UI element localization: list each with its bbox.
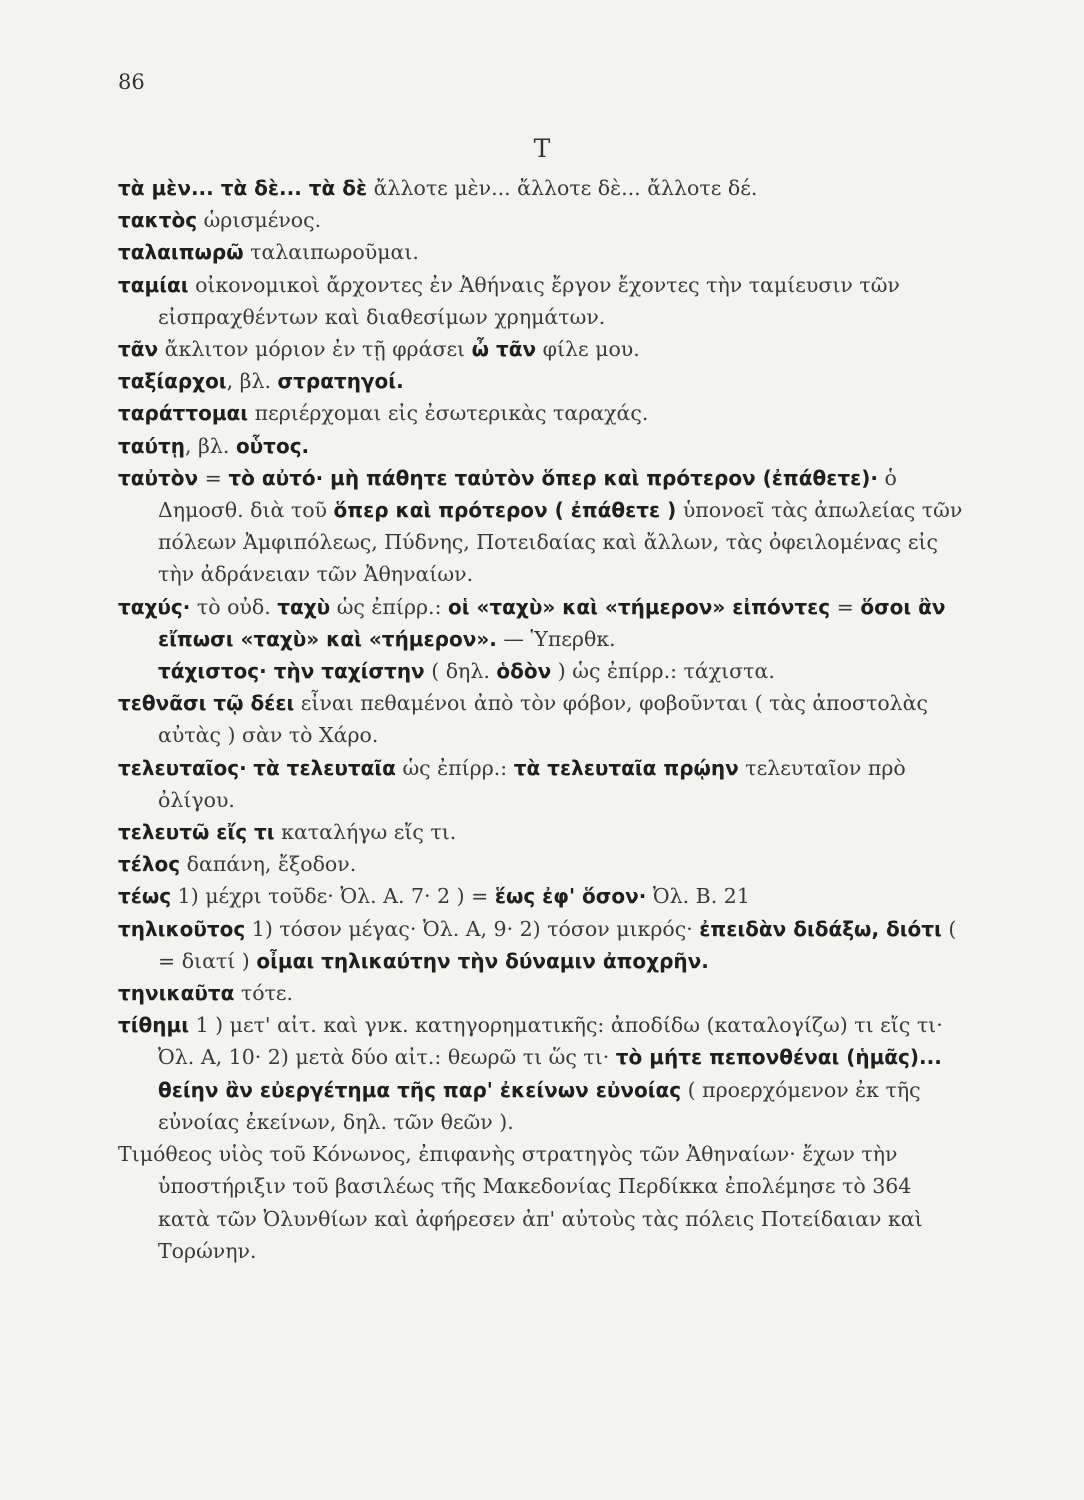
headword: τεθνᾶσι τῷ δέει [118,691,295,716]
glossary-entry-telikoutos [118,913,968,977]
headword: τελευταῖος· [118,755,247,780]
glossary-entry-tinikauta [118,977,968,1009]
definition-text: ( = διατί ) [158,916,957,973]
glossary-entry-tachistos [158,655,968,687]
definition-text: ταλαιπωροῦμαι. [243,240,419,265]
bold-phrase: τὸ αὐτό· μὴ πάθητε ταὐτὸν ὅπερ καὶ πρότερον (ἐπάθετε)· [228,465,878,490]
bold-phrase: οἱ «ταχὺ» καὶ «τήμερον» εἰπόντες [448,594,831,619]
bold-phrase: ἕως ἐφ' ὅσον· [494,884,647,909]
glossary-entry-tamiai [118,269,968,333]
definition-text: ὑπονοεῖ τὰς ἀπωλείας τῶν πόλεων Ἀμφιπόλεως, Πύδνης, Ποτειδαίας καὶ ἄλλων, τὰς ὀφειλομένας εἰς τὴν ἀδράνειαν τῶν Ἀθηναίων. [158,498,963,587]
headword: ταμίαι [118,272,189,297]
headword: τέλος [118,852,181,877]
definition-text: ) ὡς ἐπίρρ.: τάχιστα. [551,659,775,684]
headword: τίθημι [118,1013,190,1038]
definition-text: φίλε μου. [536,337,640,362]
definition-text: Ὀλ. Β. 21 [646,884,750,909]
definition-text: ἄλλοτε μὲν... ἄλλοτε δὲ... ἄλλοτε δέ. [367,176,758,200]
headword: τᾶν [118,337,159,362]
definition-text: ( προερχόμενον ἐκ τῆς εὐνοίας ἐκείνων, δηλ. τῶν θεῶν ). [158,1077,921,1134]
glossary-entry-tachys [118,591,968,655]
glossary-entries [118,172,968,1267]
headword: ταράττομαι [118,401,249,426]
bold-phrase: στρατηγοί. [277,369,404,394]
definition-text: ὡρισμένος. [197,208,322,233]
headword: τάχιστος· τὴν ταχίστην [158,659,425,684]
bold-phrase: τὰ τελευταῖα πρῴην [513,755,739,780]
definition-text: ὁ Δημοσθ. διὰ τοῦ [158,465,897,523]
glossary-entry-telos [118,848,968,880]
glossary-entry-tithimi [118,1009,968,1138]
definition-text: — Ὑπερθκ. [496,626,616,651]
definition-text: τότε. [234,981,294,1006]
definition-text: = [830,594,861,619]
bold-phrase: ὁδὸν [496,659,552,684]
glossary-entry-teleuto [118,816,968,848]
bold-phrase: οἶμαι τηλικαύτην τὴν δύναμιν ἀποχρῆν. [256,948,709,973]
definition-text: καταλήγω εἴς τι. [274,820,457,845]
definition-text: Τιμόθεος υἱὸς τοῦ Κόνωνος, ἐπιφανὴς στρατηγὸς τῶν Ἀθηναίων· ἔχων τὴν ὑποστήριξιν τοῦ βασιλέως τῆς Μακεδονίας Περδίκκα ἐπολέμησε τὸ 364 κατὰ τῶν Ὀλυνθίων καὶ ἀφήρεσεν ἀπ' αὐτοὺς τὰς πόλεις Ποτείδαιαν καὶ Τορώνην. [118,1142,923,1263]
page-number: 86 [118,70,145,94]
bold-phrase: ὦ τᾶν [471,337,537,362]
bold-phrase: τὰ τελευταῖα [253,755,396,780]
definition-text: εἶναι πεθαμένοι ἀπὸ τὸν φόβον, φοβοῦνται ( τὰς ἀποστολὰς αὐτὰς ) σὰν τὸ Χάρο. [158,691,928,748]
definition-text: δαπάνη, ἔξοδον. [180,852,357,877]
section-letter: Τ [533,134,551,163]
headword: τηλικοῦτος [118,916,246,941]
glossary-entry-teleutaios [118,752,968,816]
glossary-entry-tarattomai [118,397,968,429]
glossary-entry-ta-men [118,172,968,204]
definition-text: τὸ οὐδ. [190,594,278,619]
definition-text: οἰκονομικοὶ ἄρχοντες ἐν Ἀθήναις ἔργον ἔχοντες τὴν ταμίευσιν τῶν εἰσπραχθέντων καὶ διαθεσίμων χρημάτων. [158,272,900,329]
definition-text: περιέρχομαι εἰς ἐσωτερικὰς ταραχάς. [248,401,649,426]
definition-text: , βλ. [185,433,236,458]
glossary-entry-taxiarchoi [118,365,968,397]
definition-text: = [198,465,229,490]
headword: τηνικαῦτα [118,981,235,1006]
bold-phrase: ἐπειδὰν διδάξω, διότι [699,916,942,941]
definition-text: 1) μέχρι τοῦδε· Ὀλ. Α. 7· 2 ) = [171,884,495,909]
bold-phrase: οὗτος. [235,433,310,458]
definition-text: ἄκλιτον μόριον ἐν τῇ φράσει [158,337,472,362]
glossary-entry-tauti [118,430,968,462]
definition-text: 1) τόσον μέγας· Ὀλ. Α, 9· 2) τόσον μικρός· [245,916,700,941]
definition-text: ὡς ἐπίρρ.: [395,755,514,780]
definition-text: ὡς ἐπίρρ.: [330,594,448,619]
glossary-entry-teos [118,880,968,912]
definition-text: , βλ. [226,369,278,394]
bold-phrase: τὸ μήτε πεπονθέναι (ἡμᾶς)... θείην ἂν εὐεργέτημα τῆς παρ' ἐκείνων εὐνοίας [158,1045,942,1102]
headword: ταὐτὸν [118,465,199,490]
glossary-entry-taktos [118,204,968,236]
headword: ταλαιπωρῶ [118,240,244,265]
definition-text: ( δηλ. [424,659,497,684]
glossary-entry-tethnasi [118,687,968,751]
glossary-entry-tan [118,333,968,365]
definition-text: τελευταῖον πρὸ ὀλίγου. [158,755,906,812]
headword: τελευτῶ εἴς τι [118,820,275,845]
headword: ταύτῃ [118,433,186,458]
headword: τέως [118,884,172,909]
bold-phrase: ταχὺ [277,594,331,619]
bold-phrase: ὅσοι ἂν εἴπωσι «ταχὺ» καὶ «τήμερον». [158,594,946,651]
glossary-entry-timotheos [118,1138,968,1267]
definition-text: 1 ) μετ' αἰτ. καὶ γνκ. κατηγορηματικῆς: ἀποδίδω (καταλογίζω) τι εἴς τι· Ὀλ. Α, 10· 2) μετὰ δύο αἰτ.: θεωρῶ τι ὥς τι· [158,1013,943,1070]
headword: ταξίαρχοι [118,369,227,394]
glossary-entry-talaiporo [118,236,968,268]
glossary-entry-tauton [118,462,968,591]
headword: τακτὸς [118,208,198,233]
headword: ταχύς· [118,594,191,619]
headword: τὰ μὲν... τὰ δὲ... τὰ δὲ [118,176,368,200]
bold-phrase: ὅπερ καὶ πρότερον ( ἐπάθετε ) [333,498,677,523]
